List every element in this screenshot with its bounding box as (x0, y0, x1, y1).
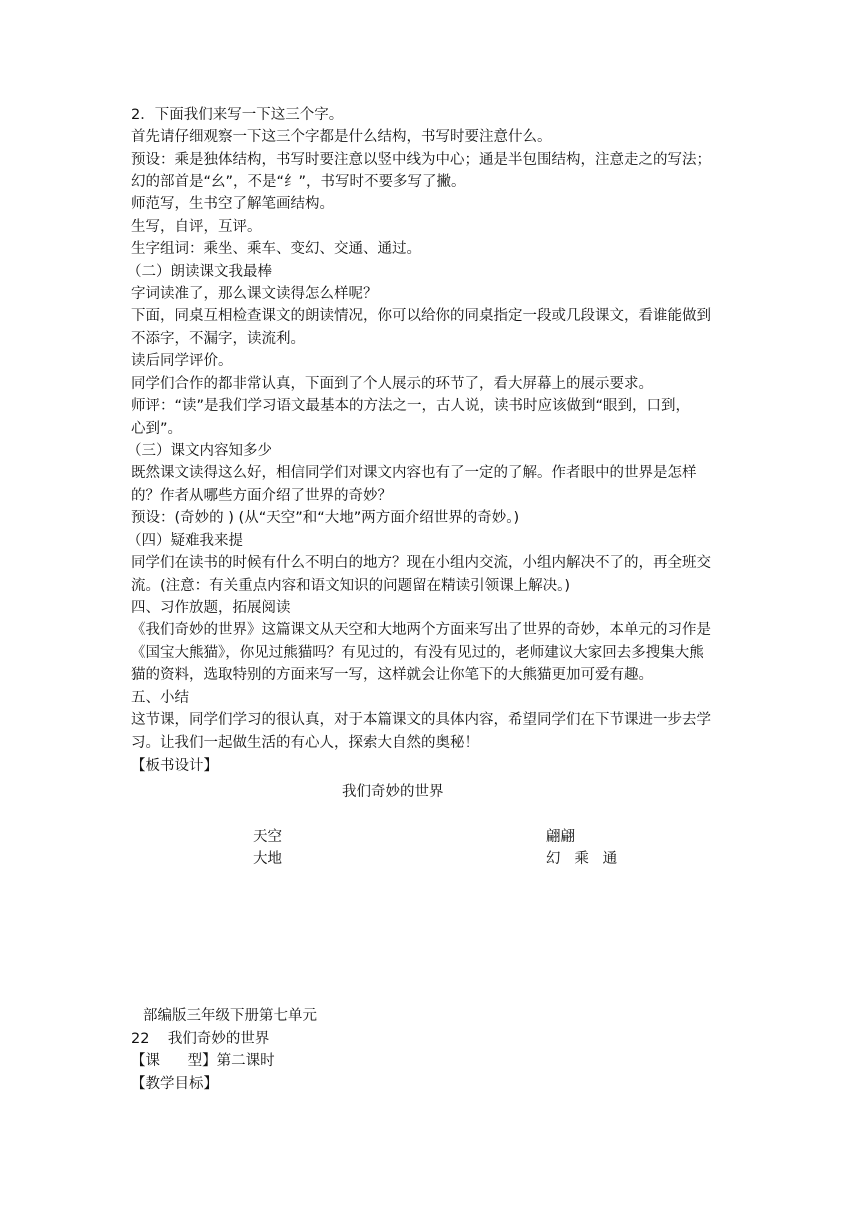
text-line: 心到”。 (131, 421, 183, 437)
board-left-item: 大地 (253, 851, 282, 867)
text-line: 师评：“读”是我们学习语文最基本的方法之一，古人说，读书时应该做到“眼到，口到， (131, 398, 691, 414)
teaching-goals-heading: 【教学目标】 (131, 1076, 218, 1092)
text-line: 生字组词：乘坐、乘车、变幻、交通、通过。 (131, 241, 421, 257)
section-heading: 四、习作放题，拓展阅读 (131, 600, 291, 616)
text-line: 这节课，同学们学习的很认真，对于本篇课文的具体内容，希望同学们在下节课进一步去学 (131, 712, 711, 728)
board-left-item: 天空 (253, 829, 282, 845)
section-heading: （四）疑难我来提 (127, 533, 243, 549)
text-line: 既然课文读得这么好，相信同学们对课文内容也有了一定的了解。作者眼中的世界是怎样 (131, 465, 697, 481)
text-line: 字词读准了，那么课文读得怎么样呢？ (131, 286, 378, 302)
text-line: 习。让我们一起做生活的有心人，探索大自然的奥秘！ (131, 735, 479, 751)
section-heading: （二）朗读课文我最棒 (127, 264, 272, 280)
text-line: 猫的资料，选取特别的方面来写一写，这样就会让你笔下的大熊猫更加可爱有趣。 (131, 667, 653, 683)
text-line: 首先请仔细观察一下这三个字都是什么结构，书写时要注意什么。 (131, 129, 552, 145)
text-line: 生写，自评，互评。 (131, 219, 262, 235)
lesson-type: 【课 型】第二课时 (131, 1053, 275, 1069)
section-heading: 五、小结 (131, 690, 189, 706)
text-line: 预设：乘是独体结构，书写时要注意以竖中线为中心；通是半包围结构，注意走之的写法； (131, 152, 711, 168)
board-right-item: 翩翩 (546, 829, 575, 845)
board-title: 我们奇妙的世界 (342, 784, 444, 800)
text-line: 同学们在读书的时候有什么不明白的地方？现在小组内交流，小组内解决不了的，再全班交 (131, 555, 711, 571)
text-line: 同学们合作的都非常认真，下面到了个人展示的环节了，看大屏幕上的展示要求。 (131, 376, 653, 392)
text-line: 下面，同桌互相检查课文的朗读情况，你可以给你的同桌指定一段或几段课文，看谁能做到 (131, 308, 711, 324)
text-line: 不添字，不漏字，读流利。 (131, 331, 305, 347)
section-heading: 【板书设计】 (131, 758, 218, 774)
text-line: 《国宝大熊猫》，你见过熊猫吗？有见过的，有没有见过的，老师建议大家回去多搜集大熊 (131, 645, 704, 661)
text-line: 2．下面我们来写一下这三个字。 (131, 107, 344, 123)
lesson-title: 22 我们奇妙的世界 (131, 1031, 270, 1047)
text-line: 师范写，生书空了解笔画结构。 (131, 196, 334, 212)
text-line: 读后同学评价。 (131, 353, 233, 369)
text-line: 的？作者从哪些方面介绍了世界的奇妙？ (131, 488, 392, 504)
section-heading: （三）课文内容知多少 (127, 443, 272, 459)
text-line: 幻的部首是“幺”，不是“纟”，书写时不要多写了撇。 (131, 174, 466, 190)
board-right-item: 幻 乘 通 (546, 851, 618, 867)
text-line: 预设：(奇妙的 ) (从“天空”和“大地”两方面介绍世界的奇妙。) (131, 510, 520, 526)
unit-title: 部编版三年级下册第七单元 (143, 1008, 317, 1024)
text-line: 《我们奇妙的世界》这篇课文从天空和大地两个方面来写出了世界的奇妙，本单元的习作是 (131, 622, 711, 638)
text-line: 流。(注意：有关重点内容和语文知识的问题留在精读引领课上解决。) (131, 578, 571, 594)
